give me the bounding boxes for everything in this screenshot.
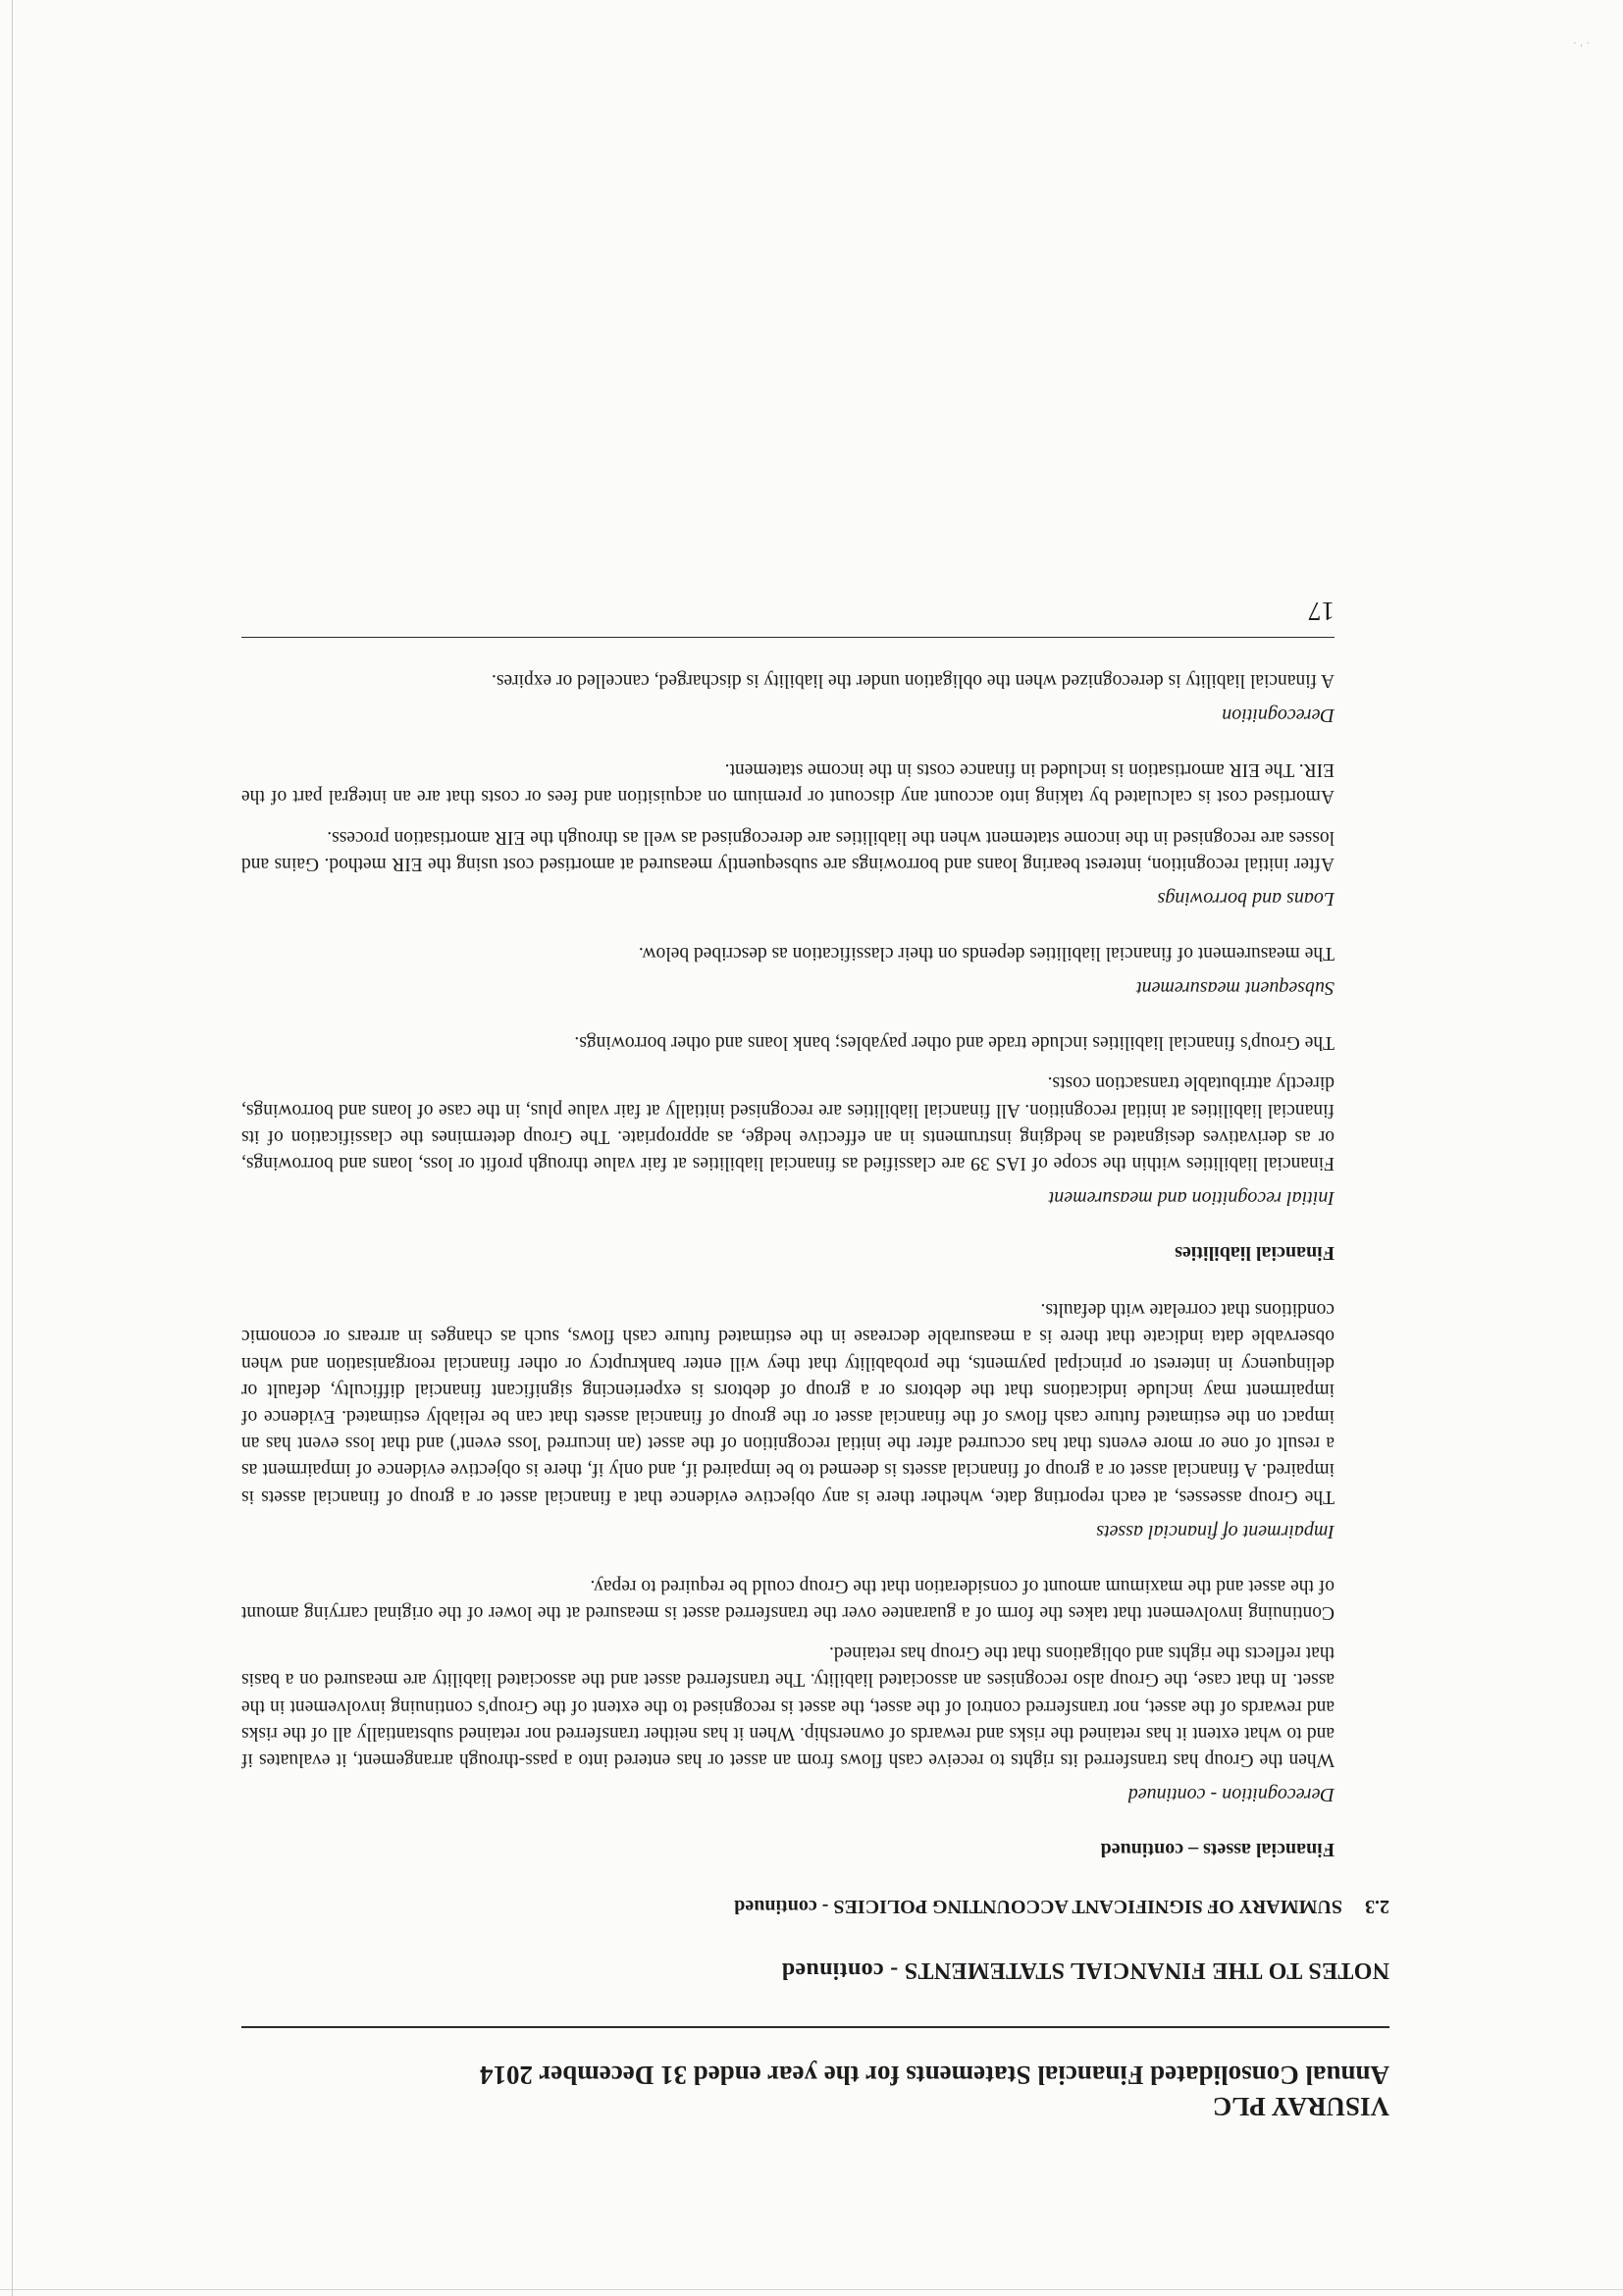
impairment-heading: Impairment of financial assets bbox=[1096, 1520, 1335, 1542]
scan-edge-top bbox=[0, 2289, 1623, 2290]
impairment-paragraph: The Group assesses, at each reporting date, whether there is any objective evidence that a financial asset or a group of financial assets is impaired. A financial asset or a group of financial assets is deemed to be impaired if, and only if, there is objective evidence of impairment as a result of one or more events that has occurred after the initial recognition of the asset (an incurred 'loss event') and that loss event has an impact on the estimated future cash flows of the financial asset or the group of financial assets that can be reliably estimated. Evidence of impairment may include indications that the debtors or a group of debtors is experiencing significant financial difficulty, default or delinquency in interest or principal payments, the probability that they will enter bankruptcy or other financial reorganisation and when observable data indicate that there is a measurable decrease in the estimated future cash flows, such as changes in arrears or economic conditions that correlate with defaults. bbox=[241, 1299, 1335, 1507]
liabilities-derecognition-paragraph: A financial liability is derecognized when the obligation under the liability is discharged, cancelled or expires. bbox=[492, 669, 1335, 691]
initial-recognition-paragraph-1: Financial liabilities within the scope of IAS 39 are classified as financial liabilities at fair value through profit or loss, loans and borrowings, or as derivatives designated as hedging instruments in an effective hedge, as appropriate. The Group determines the classification of its financial liabilities at initial recognition. All financial liabilities are recognised initially at fair value plus, in the case of loans and borrowings, directly attributable transaction costs. bbox=[241, 1072, 1335, 1174]
footer-rule bbox=[241, 637, 1335, 638]
loans-borrowings-paragraph-2: Amortised cost is calculated by taking into account any discount or premium on acquisition and fees or costs that are an integral part of the EIR. The EIR amortisation is included in finance costs in the income statement. bbox=[241, 759, 1335, 808]
company-name: VISURAY PLC bbox=[1212, 2092, 1389, 2121]
subsequent-measurement-heading: Subsequent measurement bbox=[1136, 976, 1335, 999]
page-number: 17 bbox=[1308, 596, 1335, 626]
section-number: 2.3 bbox=[1365, 1896, 1389, 1917]
scan-edge-margin bbox=[12, 0, 13, 2296]
initial-recognition-heading: Initial recognition and measurement bbox=[1048, 1186, 1335, 1209]
scan-specks: · ˈ · bbox=[1572, 36, 1590, 49]
assets-derecognition-paragraph-1: When the Group has transferred its rights to receive cash flows from an asset or has entered into a pass-through arrangement, it evaluates if and to what extent it has retained the risks and rewards of ownership. When it has neither transferred nor retained substantially all of the risks and rewards of the asset, nor transferred control of the asset, the asset is recognised to the extent of the Group's continuing involvement in the asset. In that case, the Group also recognises an associated liability. The transferred asset and the associated liability are measured on a basis that reflects the rights and obligations that the Group has retained. bbox=[241, 1643, 1335, 1770]
financial-assets-heading: Financial assets – continued bbox=[1100, 1839, 1335, 1860]
page-content bbox=[241, 596, 1389, 2122]
assets-derecognition-heading: Derecognition - continued bbox=[1127, 1784, 1335, 1805]
notes-title: NOTES TO THE FINANCIAL STATEMENTS - continued bbox=[781, 1957, 1389, 1983]
subsequent-measurement-paragraph: The measurement of financial liabilities depends on their classification as described below. bbox=[638, 942, 1335, 964]
section-heading bbox=[241, 1893, 1389, 1920]
header-rule bbox=[241, 2026, 1389, 2028]
loans-borrowings-paragraph-1: After initial recognition, interest bearing loans and borrowings are subsequently measured at amortised cost using the EIR method. Gains and losses are recognised in the income statement when the liabilities are derecognised as well as through the EIR amortisation process. bbox=[241, 826, 1335, 874]
loans-borrowings-heading: Loans and borrowings bbox=[1157, 887, 1335, 910]
financial-liabilities-heading: Financial liabilities bbox=[1175, 1241, 1335, 1264]
initial-recognition-paragraph-2: The Group's financial liabilities include trade and other payables; bank loans and other borrowings. bbox=[574, 1032, 1335, 1054]
section-title: SUMMARY OF SIGNIFICANT ACCOUNTING POLICIES - continued bbox=[734, 1896, 1342, 1917]
assets-derecognition-paragraph-2: Continuing involvement that takes the form of a guarantee over the transferred asset is measured at the lower of the original carrying amount of the asset and the maximum amount of consideration that the Group could be required to repay. bbox=[241, 1575, 1335, 1623]
report-title: Annual Consolidated Financial Statements for the year ended 31 December 2014 bbox=[480, 2061, 1389, 2090]
liabilities-derecognition-heading: Derecognition bbox=[1222, 704, 1335, 726]
